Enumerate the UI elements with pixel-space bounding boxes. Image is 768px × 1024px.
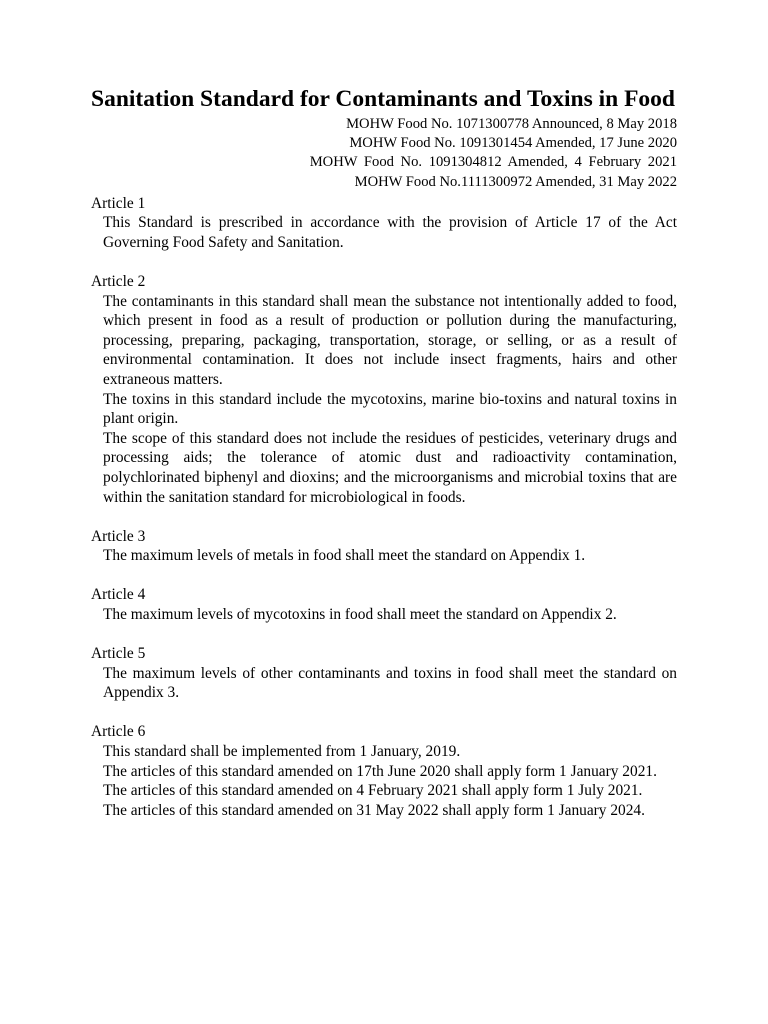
article-5 — [91, 644, 677, 703]
article-paragraph: The contaminants in this standard shall mean the substance not intentionally added to food, which present in food as a result of production or pollution during the manufacturing, processing, preparing, packaging, transportation, storage, or selling, or as a result of environmental contamination. It does not include insect fragments, hairs and other extraneous matters. — [103, 292, 677, 389]
article-heading: Article 4 — [91, 586, 146, 604]
history-line-amended-2022: MOHW Food No.1111300972 Amended, 31 May 2022 — [354, 173, 677, 190]
history-line-amended-2020: MOHW Food No. 1091301454 Amended, 17 June 2020 — [349, 135, 677, 152]
article-6 — [91, 722, 677, 820]
article-paragraph: The maximum levels of other contaminants and toxins in food shall meet the standard on Appendix 3. — [103, 664, 677, 702]
article-heading: Article 6 — [91, 723, 146, 741]
article-paragraph: The maximum levels of metals in food shall meet the standard on Appendix 1. — [103, 547, 586, 565]
article-heading: Article 2 — [91, 273, 146, 291]
article-paragraph: The articles of this standard amended on 31 May 2022 shall apply form 1 January 2024. — [103, 801, 645, 819]
article-paragraph: The scope of this standard does not include the residues of pesticides, veterinary drugs and processing aids; the tolerance of atomic dust and radioactivity contamination, polychlorinated biphenyl and dioxins; and the microorganisms and microbial toxins that are within the sanitation standard for microbiological in foods. — [103, 429, 677, 506]
article-paragraph: The maximum levels of mycotoxins in food shall meet the standard on Appendix 2. — [103, 606, 617, 623]
history-line-amended-2021: MOHW Food No. 1091304812 Amended, 4 February 2021 — [309, 154, 677, 171]
article-4 — [91, 585, 677, 624]
article-3 — [91, 527, 677, 566]
article-1 — [91, 194, 677, 253]
history-line-announced: MOHW Food No. 1071300778 Announced, 8 May 2018 — [346, 116, 677, 132]
article-heading: Article 3 — [91, 527, 146, 545]
document-title: Sanitation Standard for Contaminants and Toxins in Food — [91, 86, 675, 112]
article-2 — [91, 272, 677, 507]
article-heading: Article 1 — [91, 194, 146, 212]
document-page — [91, 86, 677, 820]
article-paragraph: The articles of this standard amended on 17th June 2020 shall apply form 1 January 2021. — [103, 762, 657, 780]
articles-list — [91, 194, 677, 821]
amendment-history — [91, 115, 677, 192]
article-paragraph: This Standard is prescribed in accordance with the provision of Article 17 of the Act Governing Food Safety and Sanitation. — [103, 214, 677, 251]
article-paragraph: The articles of this standard amended on 4 February 2021 shall apply form 1 July 2021. — [103, 782, 643, 800]
article-paragraph: This standard shall be implemented from 1 January, 2019. — [103, 742, 461, 760]
article-heading: Article 5 — [91, 645, 146, 663]
article-paragraph: The toxins in this standard include the mycotoxins, marine bio-toxins and natural toxins in plant origin. — [103, 390, 677, 428]
